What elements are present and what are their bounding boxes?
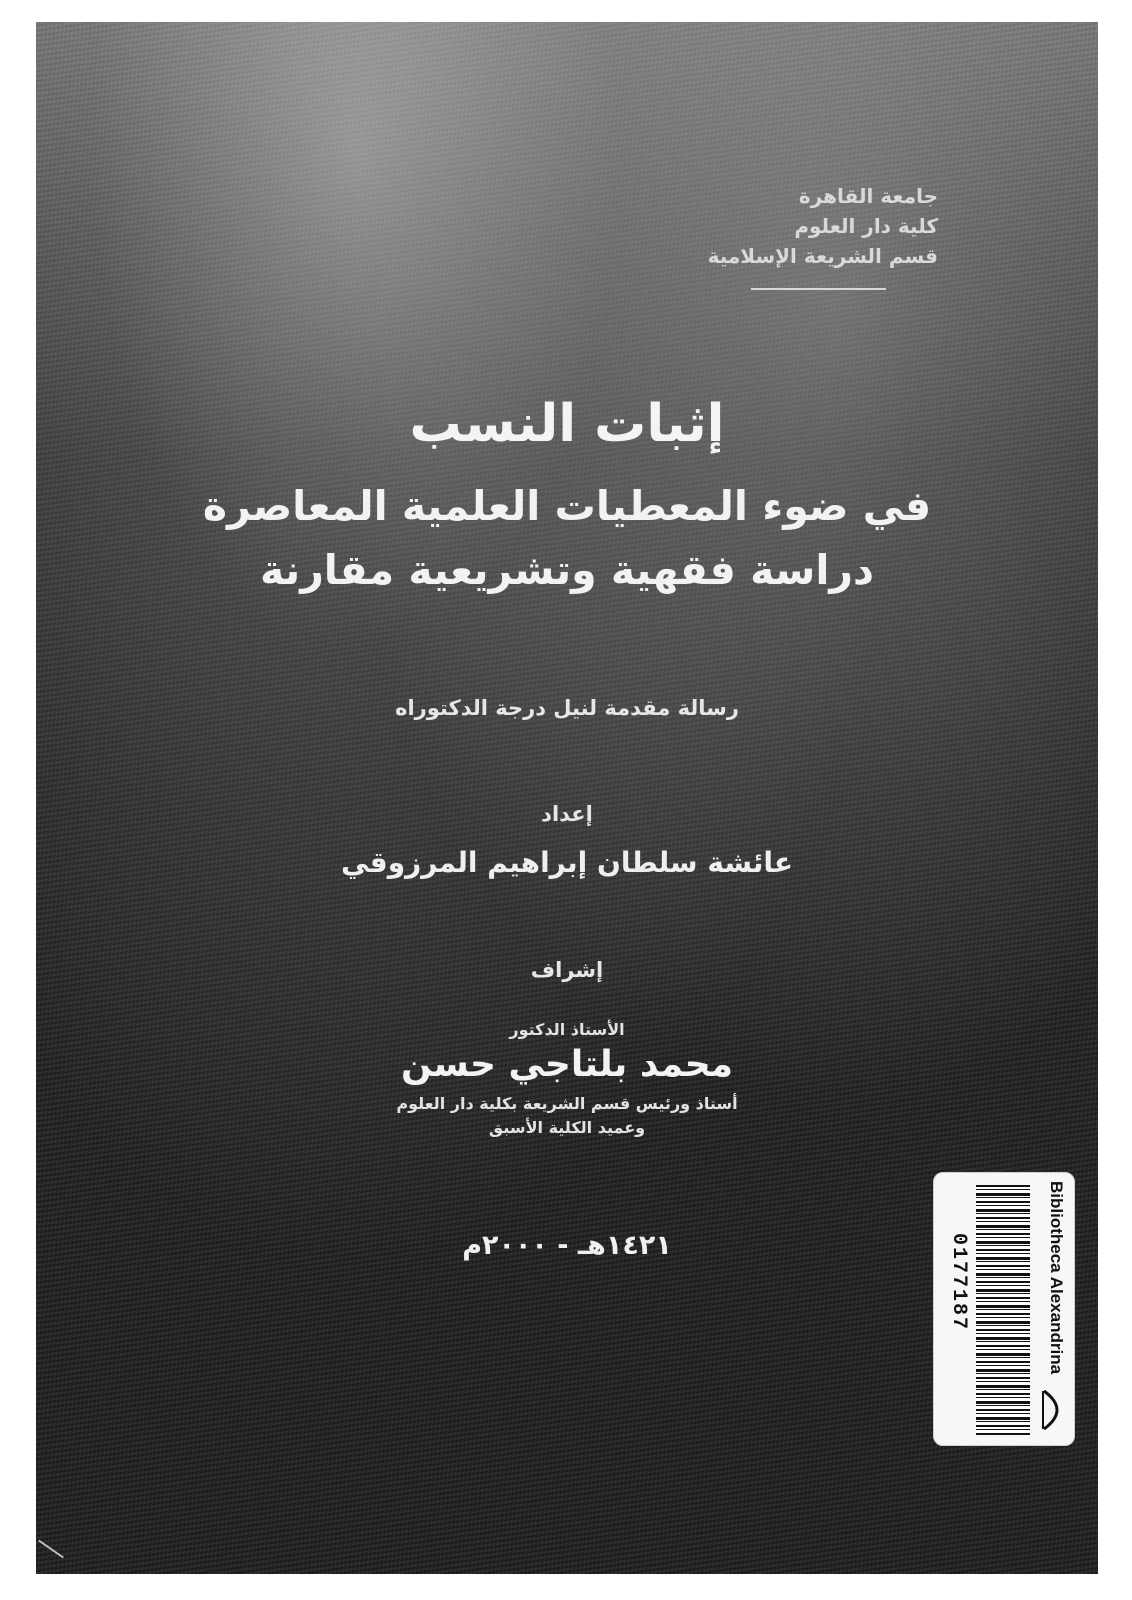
author-name: عائشة سلطان إبراهيم المرزوقي xyxy=(341,846,793,879)
department-name: قسم الشريعة الإسلامية xyxy=(707,244,938,268)
supervisor-title: الأستاذ الدكتور xyxy=(509,1020,625,1039)
institution-divider xyxy=(751,288,886,290)
library-label-content xyxy=(934,1173,1074,1445)
thesis-note: رسالة مقدمة لنيل درجة الدكتوراه xyxy=(395,696,739,720)
barcode-number: 0177187 xyxy=(947,1233,970,1332)
library-barcode-label xyxy=(933,1172,1075,1446)
supervisor-name: محمد بلتاجي حسن xyxy=(401,1044,733,1085)
supervisor-role-1: أستاذ ورئيس قسم الشريعة بكلية دار العلوم xyxy=(396,1094,738,1113)
title-line-2: في ضوء المعطيات العلمية المعاصرة xyxy=(202,482,932,530)
supervisor-role-2: وعميد الكلية الأسبق xyxy=(488,1118,646,1137)
book-cover xyxy=(36,22,1098,1574)
library-logo-icon xyxy=(1040,1387,1068,1433)
barcode xyxy=(976,1185,1030,1435)
faculty-name: كلية دار العلوم xyxy=(794,214,938,238)
title-main: إثبات النسب xyxy=(409,394,725,454)
university-name: جامعة القاهرة xyxy=(798,184,938,208)
publication-date: ١٤٢١هـ - ٢٠٠٠م xyxy=(462,1230,672,1261)
title-line-3: دراسة فقهية وتشريعية مقارنة xyxy=(259,546,875,594)
supervision-label: إشراف xyxy=(530,958,604,982)
library-name: Bibliotheca Alexandrina xyxy=(1047,1181,1066,1375)
author-label: إعداد xyxy=(541,802,593,826)
